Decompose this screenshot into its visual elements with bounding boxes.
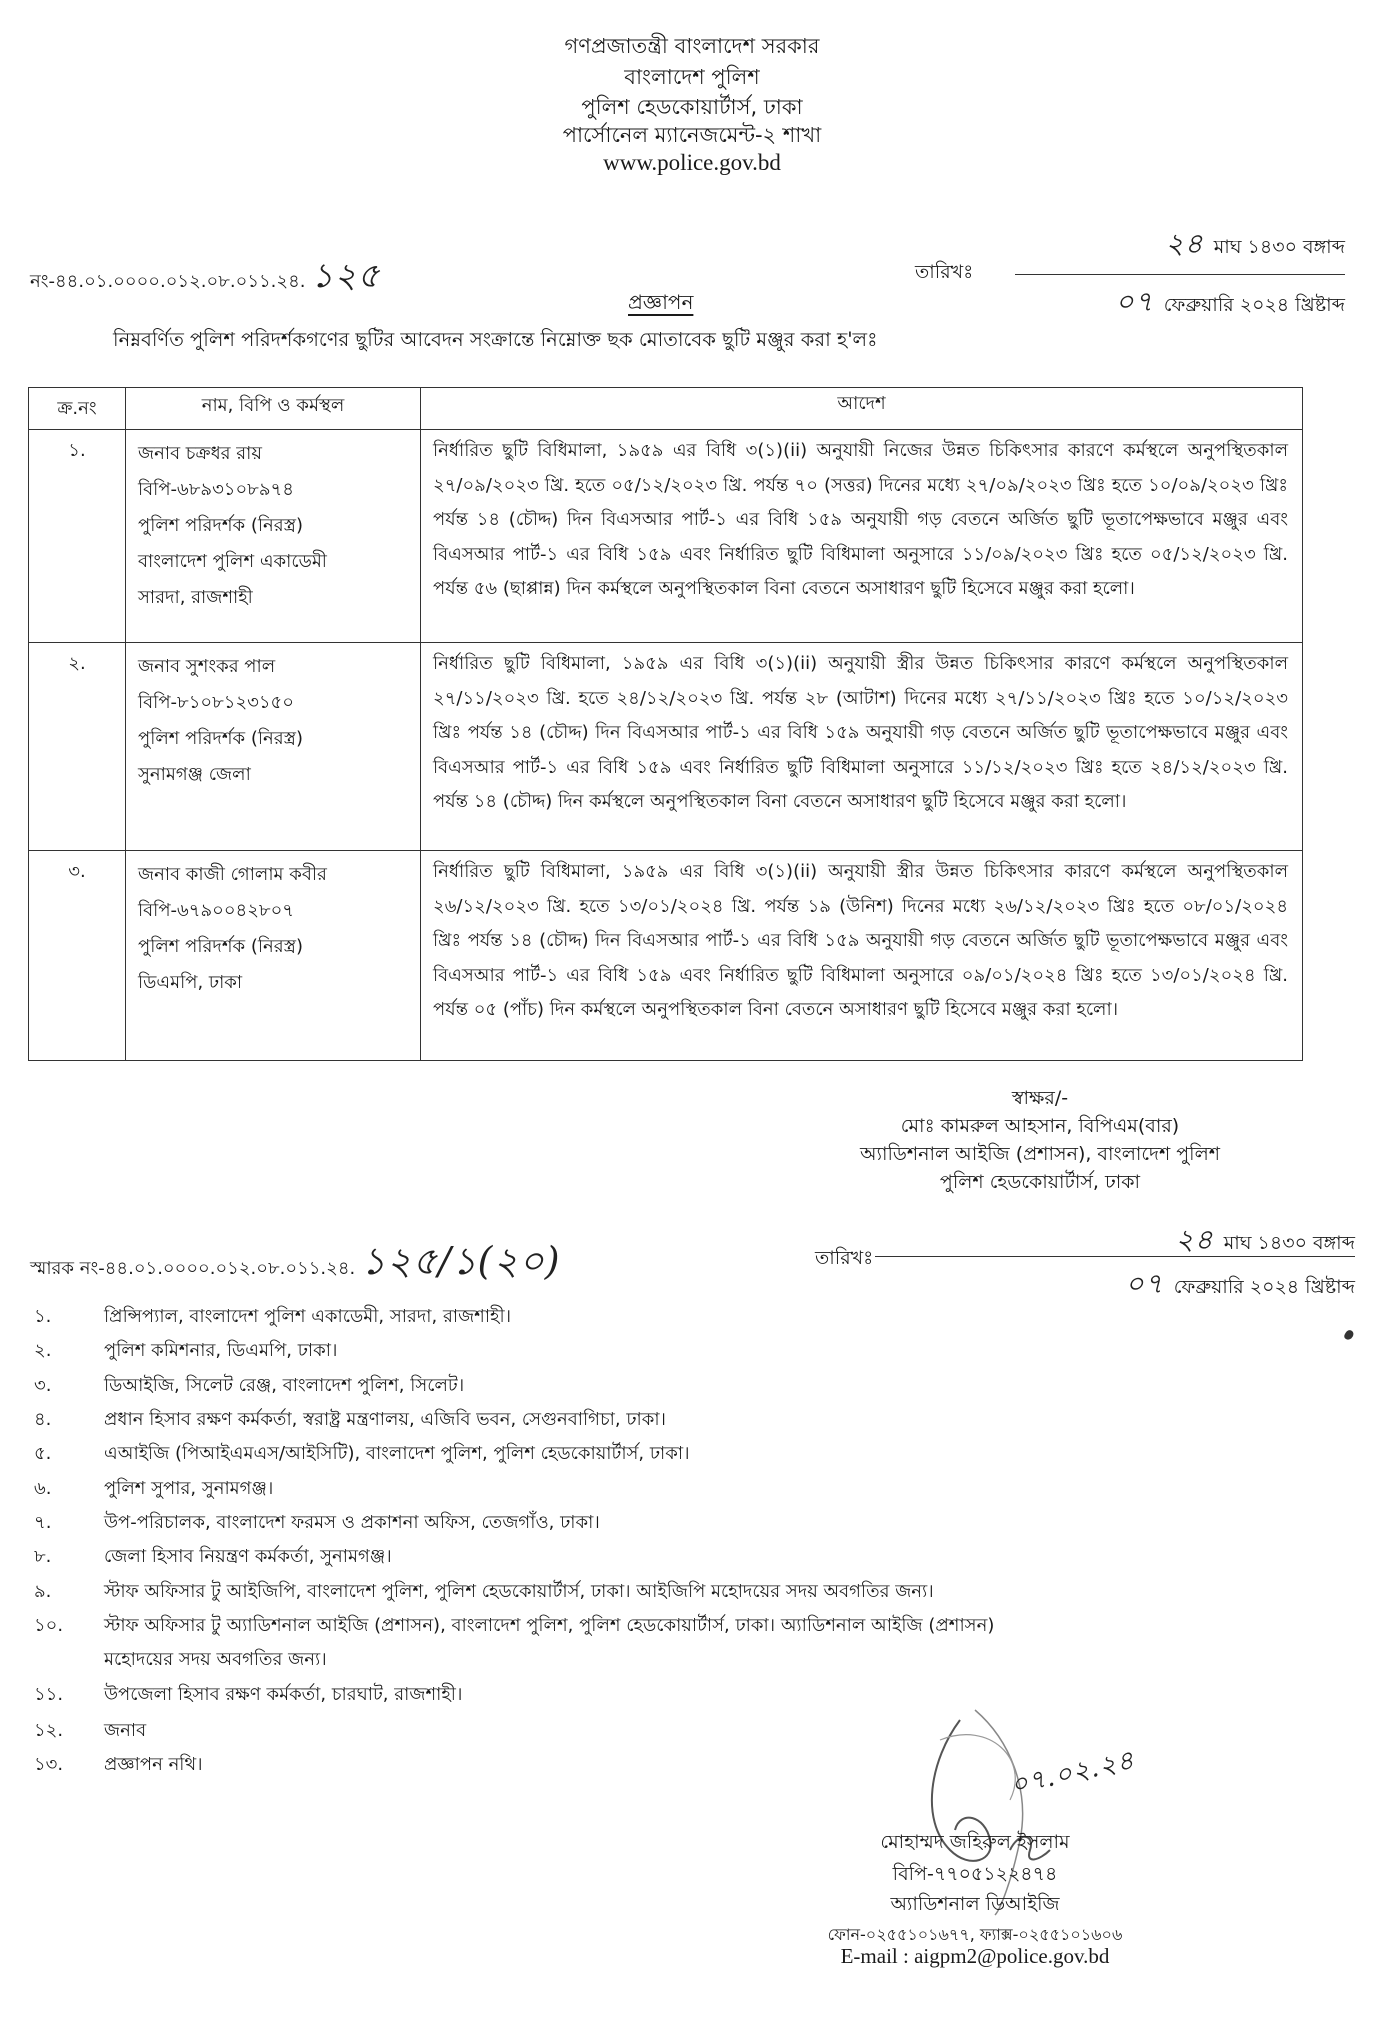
distribution-item xyxy=(34,1508,600,1539)
distribution-item xyxy=(34,1542,392,1573)
row-serial: ২. xyxy=(29,643,126,851)
signature-date: ০৭.০২.২৪ xyxy=(1008,1745,1138,1801)
officer-workplace: বাংলাদেশ পুলিশ একাডেমী xyxy=(138,551,327,572)
row-serial: ৩. xyxy=(29,851,126,1061)
date-bangla-2 xyxy=(1175,1218,1355,1265)
date-block-2 xyxy=(815,1192,1355,1300)
officer-rank: পুলিশ পরিদর্শক (নিরস্ত্র) xyxy=(138,936,304,957)
table-header-row xyxy=(29,388,1303,430)
item-number: ৮. xyxy=(34,1546,52,1567)
notice-subtitle: নিম্নবর্ণিত পুলিশ পরিদর্শকগণের ছুটির আবেদন সংক্রান্তে নিম্নোক্ত ছক মোতাবেক ছুটি মঞ্জুর করা হ'লঃ xyxy=(113,328,878,351)
header-government: গণপ্রজাতন্ত্রী বাংলাদেশ সরকার xyxy=(564,34,820,58)
officer-name: জনাব সুশংকর পাল xyxy=(138,656,276,677)
item-number: ১৩. xyxy=(34,1754,64,1775)
table-row xyxy=(29,430,1303,643)
item-text: স্টাফ অফিসার টু অ্যাডিশনাল আইজি (প্রশাসন), বাংলাদেশ পুলিশ, পুলিশ হেডকোয়ার্টার্স, ঢাকা। অ্যাডিশনাল আইজি (প্রশাসন) xyxy=(104,1615,995,1636)
date-greg-rest: ফেব্রুয়ারি ২০২৪ খ্রিষ্টাব্দ xyxy=(1163,294,1345,316)
item-number: ৫. xyxy=(34,1443,52,1464)
date-bangla xyxy=(1165,222,1345,269)
item-number: ৪. xyxy=(34,1409,52,1430)
item-text: পুলিশ কমিশনার, ডিএমপি, ঢাকা। xyxy=(104,1340,338,1361)
item-number: ৭. xyxy=(34,1512,52,1533)
row-officer xyxy=(126,851,421,1061)
date-label: তারিখঃ xyxy=(915,261,974,283)
col-serial-header: ক্র.নং xyxy=(29,388,126,430)
header-hq: পুলিশ হেডকোয়ার্টার্স, ঢাকা xyxy=(581,95,803,119)
signatory-2-bp: বিপি-৭৭০৫১২২৪৭৪ xyxy=(892,1863,1058,1885)
item-number: ১. xyxy=(34,1306,52,1327)
row-officer xyxy=(126,430,421,643)
signatory-1-name: মোঃ কামরুল আহসান, বিপিএম(বার) xyxy=(900,1115,1180,1137)
distribution-item xyxy=(34,1611,994,1642)
col-order-header: আদেশ xyxy=(421,388,1303,430)
item-text: প্রিন্সিপ্যাল, বাংলাদেশ পুলিশ একাডেমী, সারদা, রাজশাহী। xyxy=(104,1306,512,1327)
item-text: এআইজি (পিআইএমএস/আইসিটি), বাংলাদেশ পুলিশ, পুলিশ হেডকোয়ার্টার্স, ঢাকা। xyxy=(104,1443,690,1464)
memo-number-prefix: নং-৪৪.০১.০০০০.০১২.০৮.০১১.২৪. xyxy=(30,271,306,292)
signatory-2-designation: অ্যাডিশনাল ডিআইজি xyxy=(890,1893,1060,1915)
date-divider xyxy=(1015,274,1345,275)
officer-name: জনাব কাজী গোলাম কবীর xyxy=(138,864,327,885)
officer-workplace: ডিএমপি, ঢাকা xyxy=(138,972,243,993)
distribution-item xyxy=(34,1405,666,1436)
date-bangla-day-2: ২৪ xyxy=(1175,1223,1214,1256)
distribution-item xyxy=(34,1474,273,1505)
signatory-1-designation: অ্যাডিশনাল আইজি (প্রশাসন), বাংলাদেশ পুলিশ xyxy=(860,1143,1220,1165)
date-block xyxy=(915,206,1345,318)
distribution-item xyxy=(34,1750,203,1781)
officer-rank: পুলিশ পরিদর্শক (নিরস্ত্র) xyxy=(138,728,304,749)
row-order: নির্ধারিত ছুটি বিধিমালা, ১৯৫৯ এর বিধি ৩(১)(ii) অনুযায়ী স্ত্রীর উন্নত চিকিৎসার কারণে কর্মস্থলে অনুপস্থিতকাল ২৭/১১/২০২৩ খ্রি. হতে ২৪/১২/২০২৩ খ্রি. পর্যন্ত ২৮ (আটাশ) দিনের মধ্যে ২৭/১১/২০২৩ খ্রিঃ হতে ১০/১২/২০২৩ খ্রিঃ পর্যন্ত ১৪ (চৌদ্দ) দিন বিএসআর পার্ট-১ এর বিধি ১৫৯ অনুযায়ী গড় বেতনে অর্জিত ছুটি ভূতাপেক্ষভাবে মঞ্জুর এবং বিএসআর পার্ট-১ এর বিধি ১৫৯ এবং নির্ধারিত ছুটি বিধিমালা অনুসারে ১১/১২/২০২৩ খ্রিঃ হতে ২৪/১২/২০২৩ খ্রি. পর্যন্ত ১৪ (চৌদ্দ) দিন কর্মস্থলে অনুপস্থিতকাল বিনা বেতনে অসাধারণ ছুটি হিসেবে মঞ্জুর করা হলো। xyxy=(421,643,1303,851)
memo-number-handwritten: ১২৫ xyxy=(311,256,381,296)
officer-workplace-2: সারদা, রাজশাহী xyxy=(138,587,253,608)
item-text: প্রজ্ঞাপন নথি। xyxy=(104,1754,203,1775)
distribution-item xyxy=(34,1577,934,1608)
distribution-item xyxy=(34,1716,146,1747)
memo-number xyxy=(30,250,380,307)
signatory-2-name: মোহাম্মদ জহিরুল ইসলাম xyxy=(880,1831,1070,1853)
memo-2-number-prefix: স্মারক নং-৪৪.০১.০০০০.০১২.০৮.০১১.২৪. xyxy=(30,1258,356,1279)
item-number: ৩. xyxy=(34,1375,52,1396)
date-gregorian xyxy=(1115,280,1345,327)
distribution-item-continuation: মহোদয়ের সদয় অবগতির জন্য। xyxy=(104,1649,327,1670)
officer-rank: পুলিশ পরিদর্শক (নিরস্ত্র) xyxy=(138,515,304,536)
header-police: বাংলাদেশ পুলিশ xyxy=(624,65,760,89)
date-bangla-day: ২৪ xyxy=(1165,227,1204,260)
date-label-2: তারিখঃ xyxy=(815,1247,874,1269)
signatory-1-office: পুলিশ হেডকোয়ার্টার্স, ঢাকা xyxy=(939,1171,1141,1193)
ink-speck xyxy=(1343,1329,1355,1342)
col-name-header: নাম, বিপি ও কর্মস্থল xyxy=(126,388,421,430)
header-branch: পার্সোনেল ম্যানেজমেন্ট-২ শাখা xyxy=(562,123,822,147)
item-text: ডিআইজি, সিলেট রেঞ্জ, বাংলাদেশ পুলিশ, সিলেট। xyxy=(104,1375,465,1396)
officer-bp: বিপি-৮১০৮১২৩১৫০ xyxy=(138,692,294,713)
officer-bp: বিপি-৬৮৯৩১০৮৯৭৪ xyxy=(138,479,294,500)
distribution-item xyxy=(34,1302,511,1333)
item-text: উপজেলা হিসাব রক্ষণ কর্মকর্তা, চারঘাট, রাজশাহী। xyxy=(104,1684,463,1705)
row-officer xyxy=(126,643,421,851)
item-number: ৯. xyxy=(34,1581,52,1602)
distribution-item xyxy=(34,1371,464,1402)
distribution-item xyxy=(34,1336,337,1367)
notice-title: প্রজ্ঞাপন xyxy=(628,290,694,314)
item-text: স্টাফ অফিসার টু আইজিপি, বাংলাদেশ পুলিশ, পুলিশ হেডকোয়ার্টার্স, ঢাকা। আইজিপি মহোদয়ের সদয় অবগতির জন্য। xyxy=(104,1581,934,1602)
memo-2-number xyxy=(30,1232,561,1296)
signed-mark: স্বাক্ষর/- xyxy=(1011,1087,1069,1109)
date-bangla-rest-2: মাঘ ১৪৩০ বঙ্গাব্দ xyxy=(1223,1232,1355,1254)
distribution-item xyxy=(34,1439,690,1470)
date-greg-rest-2: ফেব্রুয়ারি ২০২৪ খ্রিষ্টাব্দ xyxy=(1173,1276,1355,1298)
item-number: ১০. xyxy=(34,1615,64,1636)
item-text: জনাব xyxy=(104,1720,147,1741)
officer-workplace: সুনামগঞ্জ জেলা xyxy=(138,764,251,785)
row-order: নির্ধারিত ছুটি বিধিমালা, ১৯৫৯ এর বিধি ৩(১)(ii) অনুযায়ী নিজের উন্নত চিকিৎসার কারণে কর্মস্থলে অনুপস্থিতকাল ২৭/০৯/২০২৩ খ্রি. হতে ০৫/১২/২০২৩ খ্রি. পর্যন্ত ৭০ (সত্তর) দিনের মধ্যে ২৭/০৯/২০২৩ খ্রিঃ হতে ১০/০৯/২০২৩ খ্রিঃ পর্যন্ত ১৪ (চৌদ্দ) দিন বিএসআর পার্ট-১ এর বিধি ১৫৯ অনুযায়ী গড় বেতনে অর্জিত ছুটি ভূতাপেক্ষভাবে মঞ্জুর এবং বিএসআর পার্ট-১ এর বিধি ১৫৯ এবং নির্ধারিত ছুটি বিধিমালা অনুসারে ১১/০৯/২০২৩ খ্রিঃ হতে ০৫/১২/২০২৩ খ্রি. পর্যন্ত ৫৬ (ছাপ্পান্ন) দিন কর্মস্থলে অনুপস্থিতকাল বিনা বেতনে অসাধারণ ছুটি হিসেবে মঞ্জুর করা হলো। xyxy=(421,430,1303,643)
item-number: ২. xyxy=(34,1340,52,1361)
date-bangla-rest: মাঘ ১৪৩০ বঙ্গাব্দ xyxy=(1213,236,1345,258)
officer-bp: বিপি-৬৭৯০০৪২৮০৭ xyxy=(138,900,294,921)
date-gregorian-2 xyxy=(1125,1262,1355,1309)
date-greg-day: ০৭ xyxy=(1115,285,1154,318)
item-text: জেলা হিসাব নিয়ন্ত্রণ কর্মকর্তা, সুনামগঞ্জ। xyxy=(104,1546,392,1567)
memo-2-number-handwritten: ১২৫/১(২০) xyxy=(361,1239,561,1283)
table-row xyxy=(29,851,1303,1061)
header-website[interactable]: www.police.gov.bd xyxy=(603,150,781,175)
item-number: ১১. xyxy=(34,1684,64,1705)
leave-orders-table xyxy=(28,387,1303,1061)
table-row xyxy=(29,643,1303,851)
item-text: উপ-পরিচালক, বাংলাদেশ ফরমস ও প্রকাশনা অফিস, তেজগাঁও, ঢাকা। xyxy=(104,1512,600,1533)
row-order: নির্ধারিত ছুটি বিধিমালা, ১৯৫৯ এর বিধি ৩(১)(ii) অনুযায়ী স্ত্রীর উন্নত চিকিৎসার কারণে কর্মস্থলে অনুপস্থিতকাল ২৬/১২/২০২৩ খ্রি. হতে ১৩/০১/২০২৪ খ্রি. পর্যন্ত ১৯ (উনিশ) দিনের মধ্যে ২৬/১২/২০২৩ খ্রিঃ হতে ০৮/০১/২০২৪ খ্রিঃ পর্যন্ত ১৪ (চৌদ্দ) দিন বিএসআর পার্ট-১ এর বিধি ১৫৯ অনুযায়ী গড় বেতনে অর্জিত ছুটি ভূতাপেক্ষভাবে মঞ্জুর এবং বিএসআর পার্ট-১ এর বিধি ১৫৯ এবং নির্ধারিত ছুটি বিধিমালা অনুসারে ০৯/০১/২০২৪ খ্রিঃ হতে ১৩/০১/২০২৪ খ্রি. পর্যন্ত ০৫ (পাঁচ) দিন কর্মস্থলে অনুপস্থিতকাল বিনা বেতনে অসাধারণ ছুটি হিসেবে মঞ্জুর করা হলো। xyxy=(421,851,1303,1061)
distribution-item xyxy=(34,1680,462,1711)
item-number: ৬. xyxy=(34,1478,52,1499)
row-serial: ১. xyxy=(29,430,126,643)
officer-name: জনাব চক্রধর রায় xyxy=(138,443,263,464)
date-greg-day-2: ০৭ xyxy=(1125,1267,1164,1300)
signatory-2-phone-fax: ফোন-০২৫৫১০১৬৭৭, ফ্যাক্স-০২৫৫১০১৬০৬ xyxy=(827,1925,1123,1944)
item-text: প্রধান হিসাব রক্ষণ কর্মকর্তা, স্বরাষ্ট্র মন্ত্রণালয়, এজিবি ভবন, সেগুনবাগিচা, ঢাকা। xyxy=(104,1409,666,1430)
item-text: পুলিশ সুপার, সুনামগঞ্জ। xyxy=(104,1478,274,1499)
item-number: ১২. xyxy=(34,1720,64,1741)
signatory-2-email[interactable]: E-mail : aigpm2@police.gov.bd xyxy=(840,1944,1110,1968)
